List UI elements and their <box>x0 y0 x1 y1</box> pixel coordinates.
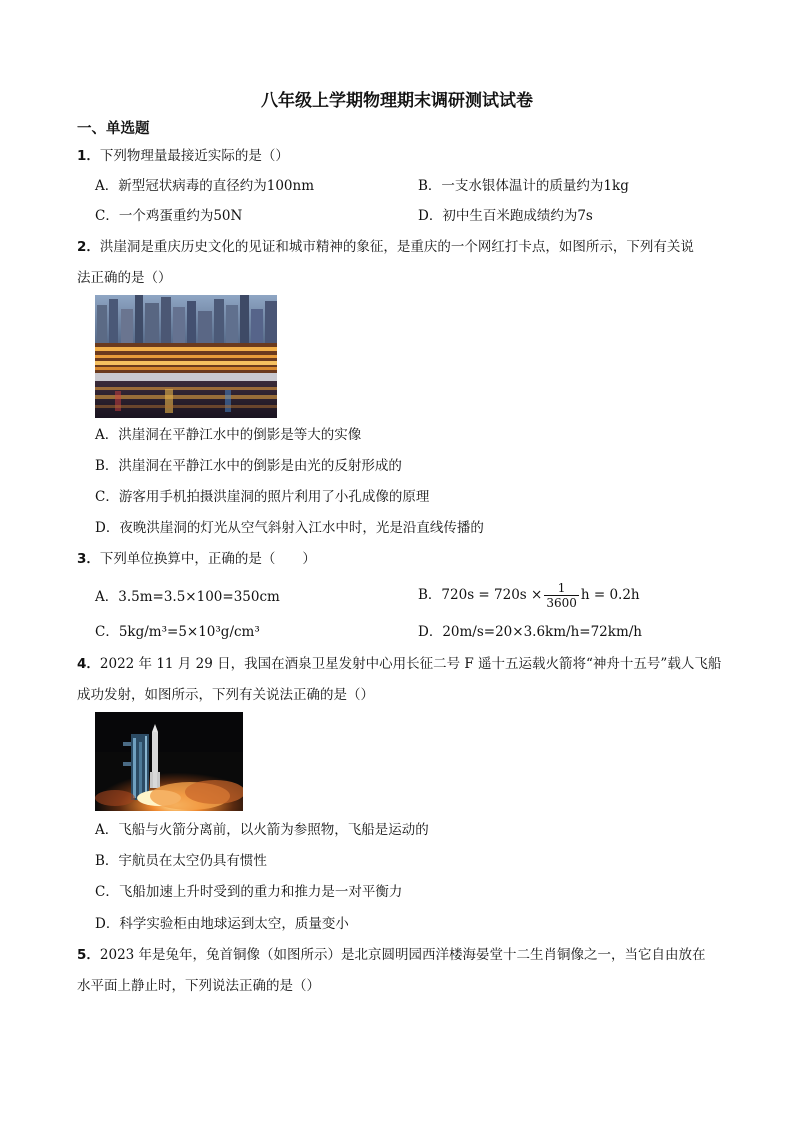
q4-option-c: C．飞船加速上升时受到的重力和推力是一对平衡力 <box>95 884 403 900</box>
q2-option-d: D．夜晚洪崖洞的灯光从空气斜射入江水中时，光是沿直线传播的 <box>95 520 484 536</box>
fraction <box>544 581 579 610</box>
question-number: 4． <box>77 656 100 672</box>
q2-option-b: B．洪崖洞在平静江水中的倒影是由光的反射形成的 <box>95 458 402 474</box>
q4-option-d: D．科学实验柜由地球运到太空，质量变小 <box>95 916 349 932</box>
formula-left: 720s = 720s × <box>441 587 543 603</box>
hongyadong-night-photo <box>95 295 277 418</box>
question-number: 5． <box>77 947 100 963</box>
q2-option-a: A．洪崖洞在平静江水中的倒影是等大的实像 <box>95 427 362 443</box>
q3-option-b <box>418 577 640 613</box>
question-3 <box>77 544 747 575</box>
q1-option-b: B．一支水银体温计的质量约为1kg <box>418 178 629 194</box>
q3-option-a: A．3.5m=3.5×100=350cm <box>95 589 280 605</box>
question-text-line1: 洪崖洞是重庆历史文化的见证和城市精神的象征，是重庆的一个网红打卡点，如图所示，下列有关说 <box>99 239 694 255</box>
question-text-line2: 法正确的是（） <box>77 270 172 286</box>
question-text-line2: 水平面上静止时，下列说法正确的是（） <box>77 978 320 994</box>
page-title: 八年级上学期物理期末调研测试试卷 <box>261 91 533 111</box>
question-number: 3． <box>77 551 100 567</box>
q1-option-c: C．一个鸡蛋重约为50N <box>95 208 243 224</box>
q1-option-d: D．初中生百米跑成绩约为7s <box>418 208 593 224</box>
question-number: 2． <box>77 239 100 255</box>
question-5 <box>77 940 747 1002</box>
section-heading-single-choice: 一、单选题 <box>77 121 150 137</box>
question-1 <box>77 141 747 172</box>
q3-option-d: D．20m/s=20×3.6km/h=72km/h <box>418 624 642 640</box>
q4-option-a: A．飞船与火箭分离前，以火箭为参照物，飞船是运动的 <box>95 822 429 838</box>
question-text-line1: 2023 年是兔年，兔首铜像（如图所示）是北京圆明园西洋楼海晏堂十二生肖铜像之一，当它自由放在 <box>99 947 706 963</box>
question-text: 下列单位换算中，正确的是（ ） <box>99 551 316 567</box>
q3-option-c: C．5kg/m³=5×10³g/cm³ <box>95 624 260 640</box>
fraction-numerator: 1 <box>544 581 579 596</box>
question-text-line1: 2022 年 11 月 29 日，我国在酒泉卫星发射中心用长征二号 F 遥十五运载火箭将“神舟十五号”载人飞船 <box>99 656 722 672</box>
fraction-denominator: 3600 <box>546 596 577 610</box>
q4-option-b: B．宇航员在太空仍具有惯性 <box>95 853 267 869</box>
question-4 <box>77 649 747 711</box>
question-2 <box>77 232 747 294</box>
option-label: B． <box>418 587 442 603</box>
formula-right: h = 0.2h <box>580 587 640 603</box>
question-text: 下列物理量最接近实际的是（） <box>99 148 289 164</box>
rocket-launch-photo <box>95 712 243 811</box>
q1-option-a: A．新型冠状病毒的直径约为100nm <box>95 178 315 194</box>
question-number: 1． <box>77 148 100 164</box>
question-text-line2: 成功发射，如图所示，下列有关说法正确的是（） <box>77 687 374 703</box>
q2-option-c: C．游客用手机拍摄洪崖洞的照片利用了小孔成像的原理 <box>95 489 430 505</box>
